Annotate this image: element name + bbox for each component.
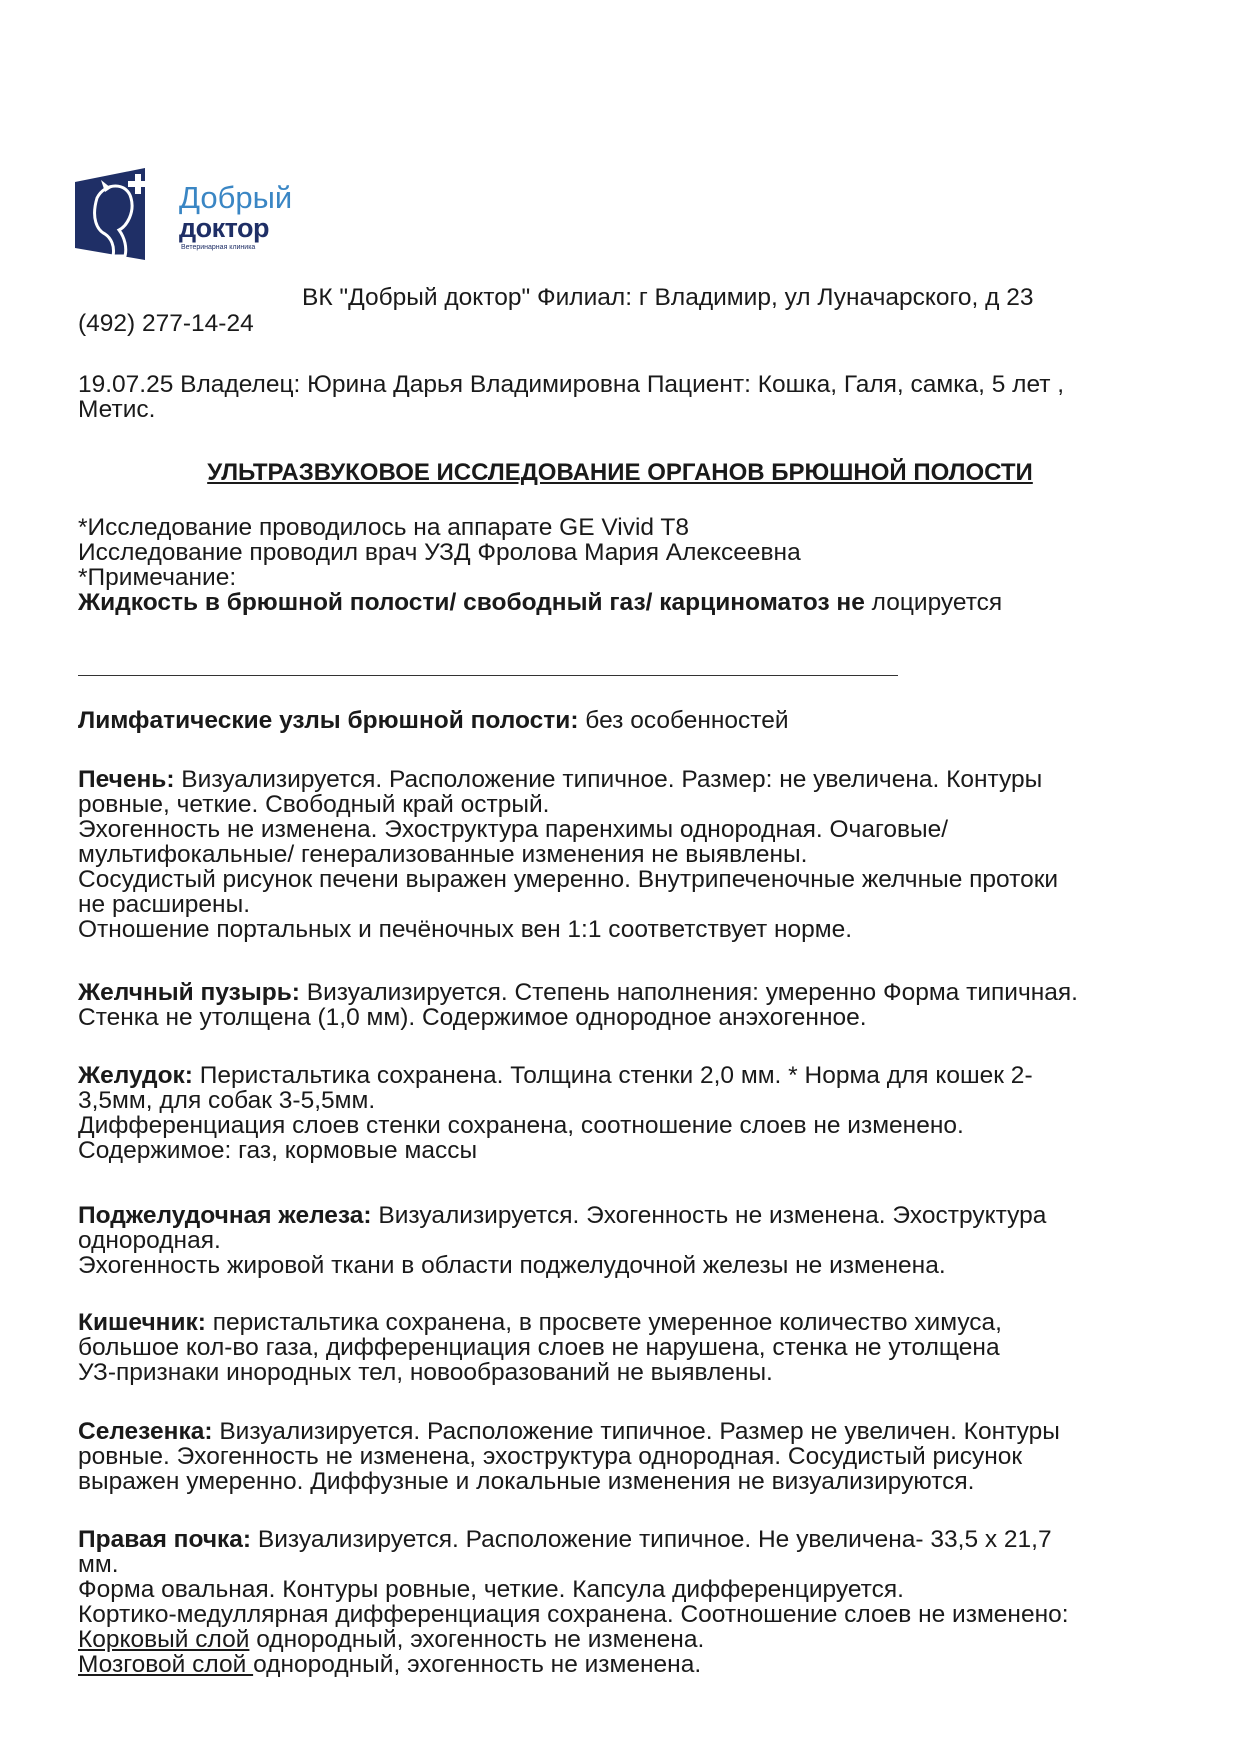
section-liver	[78, 767, 1178, 942]
logo-emblem-icon	[75, 168, 175, 260]
visit-info-line2: Метис.	[78, 396, 156, 423]
section-text: Содержимое: газ, кормовые массы	[78, 1137, 478, 1164]
remark-bold: Жидкость в брюшной полости/ свободный газ/ карциноматоз не	[78, 589, 865, 616]
section-text: Сосудистый рисунок печени выражен умеренно. Внутрипеченочные желчные протоки	[78, 866, 1059, 893]
medulla-label: Мозговой слой	[78, 1651, 254, 1678]
section-label: Лимфатические узлы брюшной полости:	[78, 707, 579, 734]
cortex-label: Корковый слой	[78, 1626, 250, 1653]
section-text: Перистальтика сохранена. Толщина стенки 2,0 мм. * Норма для кошек 2-	[192, 1062, 1033, 1089]
section-pancreas	[78, 1203, 1178, 1278]
section-text: ровные. Эхогенность не изменена, эхоструктура однородная. Сосудистый рисунок	[78, 1443, 1023, 1470]
section-label: Селезенка:	[78, 1418, 213, 1445]
remark-text	[78, 590, 1178, 615]
section-text: Стенка не утолщена (1,0 мм). Содержимое однородное анэхогенное.	[78, 1004, 867, 1031]
remark-rest: лоцируется	[864, 589, 1003, 616]
section-text: однородный, эхогенность не изменена.	[249, 1626, 705, 1653]
section-right-kidney	[78, 1527, 1178, 1677]
section-text: однородный, эхогенность не изменена.	[253, 1651, 702, 1678]
section-text: ровные, четкие. Свободный край острый.	[78, 791, 550, 818]
study-notes	[78, 515, 1178, 615]
section-text: не расширены.	[78, 891, 251, 918]
logo-title-line2: доктор	[179, 213, 269, 243]
section-text: мм.	[78, 1551, 119, 1578]
section-lymph	[78, 708, 1178, 733]
visit-info-line1: 19.07.25 Владелец: Юрина Дарья Владимировна Пациент: Кошка, Галя, самка, 5 лет ,	[78, 371, 1065, 398]
remark-label: *Примечание:	[78, 564, 237, 591]
section-text: Визуализируется. Расположение типичное. Не увеличена- 33,5 х 21,7	[251, 1526, 1052, 1553]
visit-info	[78, 372, 1178, 422]
section-text: без особенностей	[578, 707, 789, 734]
section-text: 3,5мм, для собак 3-5,5мм.	[78, 1087, 376, 1114]
clinic-logo	[75, 168, 305, 260]
section-label: Поджелудочная железа:	[78, 1202, 372, 1229]
section-text: перистальтика сохранена, в просвете умеренное количество химуса,	[205, 1309, 1002, 1336]
clinic-address: ВК "Добрый доктор" Филиал: г Владимир, ул Луначарского, д 23	[302, 284, 1034, 311]
logo-title-line1: Добрый	[179, 180, 293, 215]
section-label: Печень:	[78, 766, 175, 793]
section-label: Желудок:	[78, 1062, 193, 1089]
section-label: Желчный пузырь:	[78, 979, 300, 1006]
section-text: Кортико-медуллярная дифференциация сохранена. Соотношение слоев не изменено:	[78, 1601, 1069, 1628]
section-label: Кишечник:	[78, 1309, 206, 1336]
section-gallbladder	[78, 980, 1178, 1030]
section-text: Эхогенность жировой ткани в области поджелудочной железы не изменена.	[78, 1252, 946, 1279]
section-text: Эхогенность не изменена. Эхоструктура паренхимы однородная. Очаговые/	[78, 816, 949, 843]
section-intestine	[78, 1310, 1178, 1385]
section-text: Визуализируется. Эхогенность не изменена. Эхоструктура	[371, 1202, 1047, 1229]
divider	[78, 675, 898, 676]
section-text: Дифференциация слоев стенки сохранена, соотношение слоев не изменено.	[78, 1112, 964, 1139]
section-text: Визуализируется. Расположение типичное. Размер: не увеличена. Контуры	[174, 766, 1043, 793]
section-text: Визуализируется. Степень наполнения: умеренно Форма типичная.	[299, 979, 1078, 1006]
section-text: Визуализируется. Расположение типичное. Размер не увеличен. Контуры	[212, 1418, 1060, 1445]
report-title: УЛЬТРАЗВУКОВОЕ ИССЛЕДОВАНИЕ ОРГАНОВ БРЮШНОЙ ПОЛОСТИ	[207, 459, 1033, 486]
section-stomach	[78, 1063, 1178, 1163]
logo-tagline: Ветеринарная клиника	[181, 244, 256, 251]
doctor-note: Исследование проводил врач УЗД Фролова Мария Алексеевна	[78, 539, 801, 566]
clinic-phone: (492) 277-14-24	[78, 310, 254, 337]
section-spleen	[78, 1419, 1178, 1494]
device-note: *Исследование проводилось на аппарате GE Vivid T8	[78, 514, 689, 541]
section-text: однородная.	[78, 1227, 221, 1254]
section-text: мультифокальные/ генерализованные изменения не выявлены.	[78, 841, 808, 868]
section-text: УЗ-признаки инородных тел, новообразований не выявлены.	[78, 1359, 773, 1386]
section-text: выражен умеренно. Диффузные и локальные изменения не визуализируются.	[78, 1468, 975, 1495]
section-text: Отношение портальных и печёночных вен 1:1 соответствует норме.	[78, 916, 853, 943]
section-text: Форма овальная. Контуры ровные, четкие. Капсула дифференцируется.	[78, 1576, 904, 1603]
section-text: большое кол-во газа, дифференциация слоев не нарушена, стенка не утолщена	[78, 1334, 1000, 1361]
section-label: Правая почка:	[78, 1526, 252, 1553]
